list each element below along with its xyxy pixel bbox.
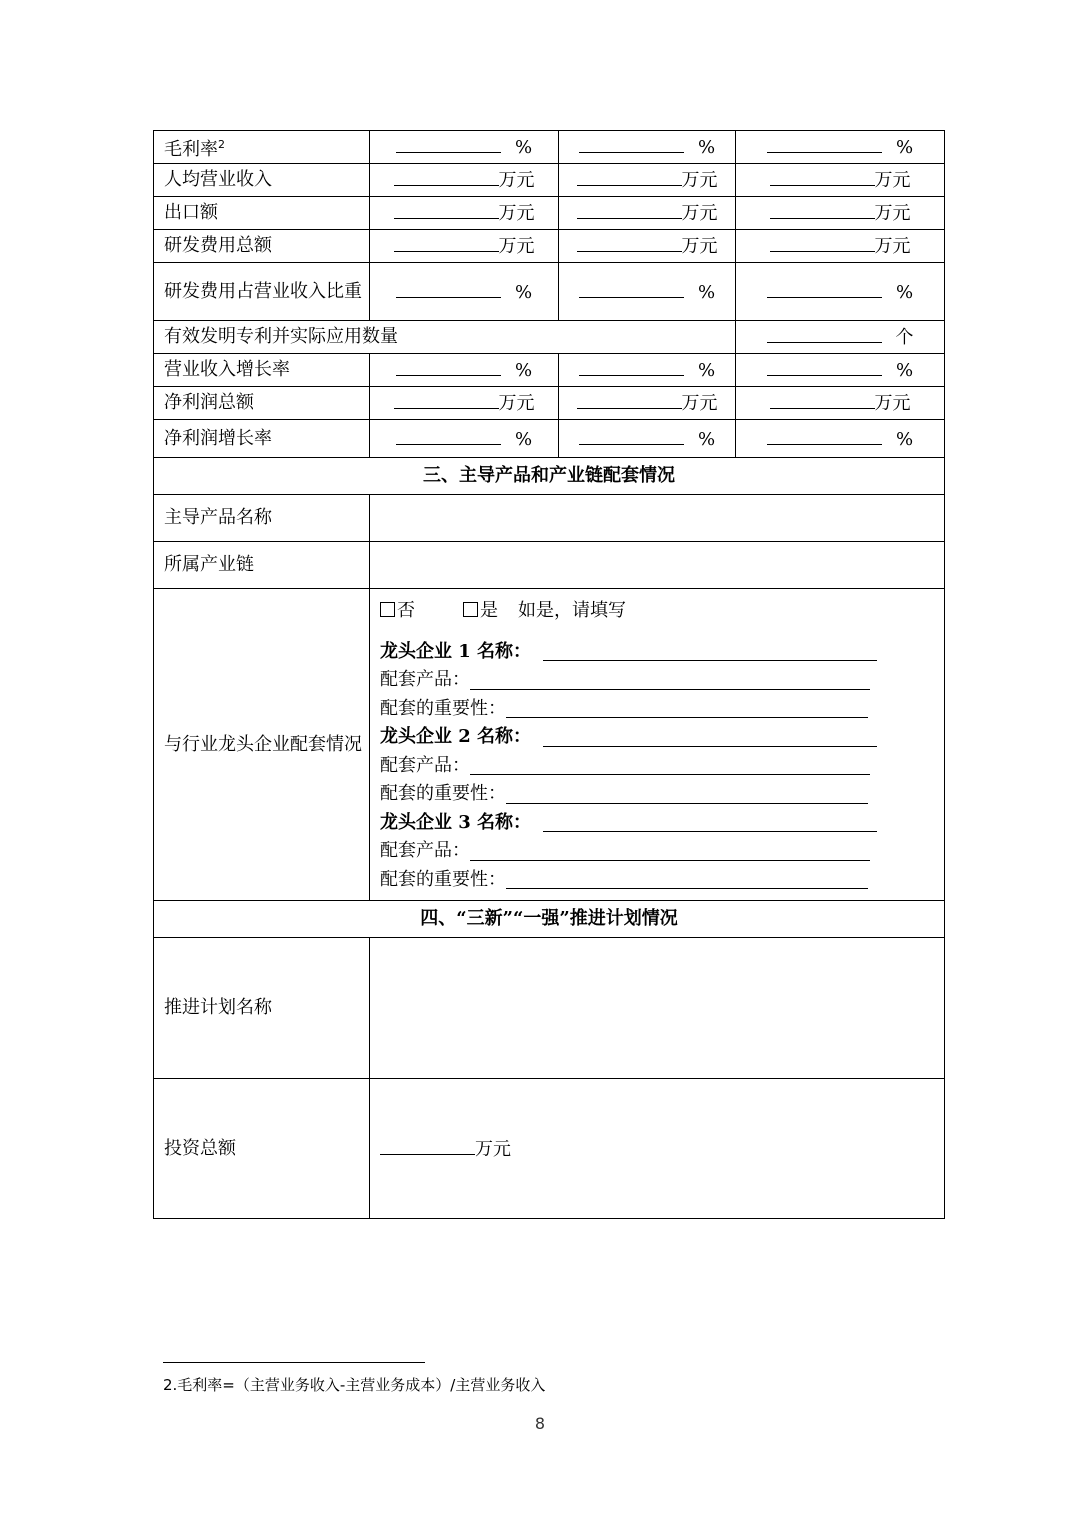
supply-product-blank[interactable] xyxy=(470,754,870,775)
unit-label: 万元 xyxy=(681,236,718,257)
row-label: 营业收入增长率 xyxy=(154,354,370,387)
fill-blank[interactable] xyxy=(394,199,499,219)
row-label: 人均营业收入 xyxy=(154,164,370,197)
unit-label: 万元 xyxy=(498,203,535,224)
supply-product-label: 配套产品： xyxy=(380,754,470,776)
leader-supply-label: 与行业龙头企业配套情况 xyxy=(154,589,370,901)
leader-company-name-blank[interactable] xyxy=(543,811,877,832)
checkbox-no[interactable] xyxy=(380,602,395,617)
table-row xyxy=(154,420,945,458)
fill-blank[interactable] xyxy=(770,166,875,186)
fill-blank[interactable] xyxy=(396,133,501,153)
unit-label: % xyxy=(514,360,533,381)
fill-blank[interactable] xyxy=(770,389,875,409)
leader-company-name-blank[interactable] xyxy=(543,726,877,747)
investment-unit: 万元 xyxy=(475,1138,511,1160)
unit-label: % xyxy=(697,428,716,450)
checkbox-yes[interactable] xyxy=(463,602,478,617)
product-name-field[interactable] xyxy=(370,495,945,542)
row-label: 净利润增长率 xyxy=(154,420,370,458)
industry-chain-label: 所属产业链 xyxy=(154,542,370,589)
fill-blank[interactable] xyxy=(767,323,882,343)
fill-blank[interactable] xyxy=(770,199,875,219)
supply-product-label: 配套产品： xyxy=(380,840,470,861)
unit-label: % xyxy=(514,281,533,303)
unit-label: % xyxy=(514,137,533,158)
fill-blank[interactable] xyxy=(396,278,501,298)
yes-no-options xyxy=(380,597,934,626)
table-row xyxy=(154,263,945,321)
unit-label: 万元 xyxy=(498,393,535,414)
section-header-row xyxy=(154,901,945,938)
table-row xyxy=(154,230,945,263)
unit-label: % xyxy=(697,137,716,158)
leader-company-name-label: 龙头企业 1 名称： xyxy=(380,640,532,662)
fill-blank[interactable] xyxy=(767,425,882,445)
fill-blank[interactable] xyxy=(577,389,682,409)
row-label: 毛利率 xyxy=(164,138,218,160)
table-row xyxy=(154,1079,945,1219)
unit-label: 万元 xyxy=(498,170,535,191)
footnote-mark: 2 xyxy=(218,137,225,151)
supply-importance-label: 配套的重要性： xyxy=(380,868,506,890)
fill-blank[interactable] xyxy=(577,199,682,219)
supply-importance-blank[interactable] xyxy=(506,868,868,889)
leader-company-name-label: 龙头企业 3 名称： xyxy=(380,811,532,833)
row-label: 出口额 xyxy=(154,197,370,230)
row-label: 净利润总额 xyxy=(154,387,370,420)
fill-blank[interactable] xyxy=(577,166,682,186)
table-row xyxy=(154,131,945,164)
supply-importance-blank[interactable] xyxy=(506,783,868,804)
unit-label: % xyxy=(697,360,716,381)
industry-chain-field[interactable] xyxy=(370,542,945,589)
unit-label: % xyxy=(697,281,716,303)
option-no-label: 否 xyxy=(397,600,415,621)
unit-label: 万元 xyxy=(681,170,718,191)
unit-label: % xyxy=(895,137,914,158)
unit-label: 万元 xyxy=(681,203,718,224)
unit-label: 万元 xyxy=(874,203,911,224)
product-name-label: 主导产品名称 xyxy=(154,495,370,542)
fill-blank[interactable] xyxy=(396,425,501,445)
table-row xyxy=(154,164,945,197)
fill-blank[interactable] xyxy=(767,278,882,298)
table-row xyxy=(154,938,945,1079)
fill-blank[interactable] xyxy=(394,232,499,252)
fill-blank[interactable] xyxy=(394,389,499,409)
supply-importance-blank[interactable] xyxy=(506,697,868,718)
table-row xyxy=(154,321,945,354)
row-label: 研发费用占营业收入比重 xyxy=(154,263,370,321)
unit-label: % xyxy=(514,428,533,450)
supply-product-blank[interactable] xyxy=(470,840,870,861)
fill-blank[interactable] xyxy=(579,133,684,153)
supply-product-label: 配套产品： xyxy=(380,669,470,690)
leader-supply-details xyxy=(370,589,945,901)
table-row xyxy=(154,197,945,230)
unit-label: 万元 xyxy=(874,393,911,414)
section-header-row xyxy=(154,458,945,495)
fill-blank[interactable] xyxy=(579,356,684,376)
table-row xyxy=(154,354,945,387)
fill-blank[interactable] xyxy=(770,232,875,252)
fill-blank[interactable] xyxy=(579,278,684,298)
table-row xyxy=(154,589,945,901)
unit-label: % xyxy=(895,360,914,381)
unit-label: % xyxy=(895,428,914,450)
table-row xyxy=(154,387,945,420)
unit-label: 个 xyxy=(895,327,914,348)
row-label: 研发费用总额 xyxy=(154,230,370,263)
table-row xyxy=(154,495,945,542)
option-yes-label: 是 xyxy=(480,600,498,621)
unit-label: 万元 xyxy=(681,393,718,414)
application-form-table xyxy=(153,130,945,1219)
unit-label: 万元 xyxy=(874,170,911,191)
plan-name-label: 推进计划名称 xyxy=(154,938,370,1079)
unit-label: % xyxy=(895,281,914,303)
fill-hint: 如是，请填写 xyxy=(518,600,626,621)
leader-company-name-blank[interactable] xyxy=(543,640,877,661)
fill-blank[interactable] xyxy=(767,133,882,153)
fill-blank[interactable] xyxy=(767,356,882,376)
fill-blank[interactable] xyxy=(579,425,684,445)
supply-importance-label: 配套的重要性： xyxy=(380,783,506,804)
table-row xyxy=(154,542,945,589)
plan-name-field[interactable] xyxy=(370,938,945,1079)
supply-importance-label: 配套的重要性： xyxy=(380,697,506,719)
footnote-text: 2.毛利率=（主营业务收入-主营业务成本）/主营业务收入 xyxy=(163,1376,546,1394)
section-4-title: 四、“三新”“一强”推进计划情况 xyxy=(154,901,945,938)
investment-amount-blank[interactable] xyxy=(380,1135,475,1155)
investment-label: 投资总额 xyxy=(154,1079,370,1219)
row-label: 有效发明专利并实际应用数量 xyxy=(154,321,736,354)
fill-blank[interactable] xyxy=(577,232,682,252)
section-3-title: 三、主导产品和产业链配套情况 xyxy=(154,458,945,495)
fill-blank[interactable] xyxy=(396,356,501,376)
unit-label: 万元 xyxy=(874,236,911,257)
footnote-divider xyxy=(163,1362,425,1363)
leader-company-name-label: 龙头企业 2 名称： xyxy=(380,726,532,747)
unit-label: 万元 xyxy=(498,236,535,257)
fill-blank[interactable] xyxy=(394,166,499,186)
supply-product-blank[interactable] xyxy=(470,669,870,690)
page-number: 8 xyxy=(534,1414,546,1433)
